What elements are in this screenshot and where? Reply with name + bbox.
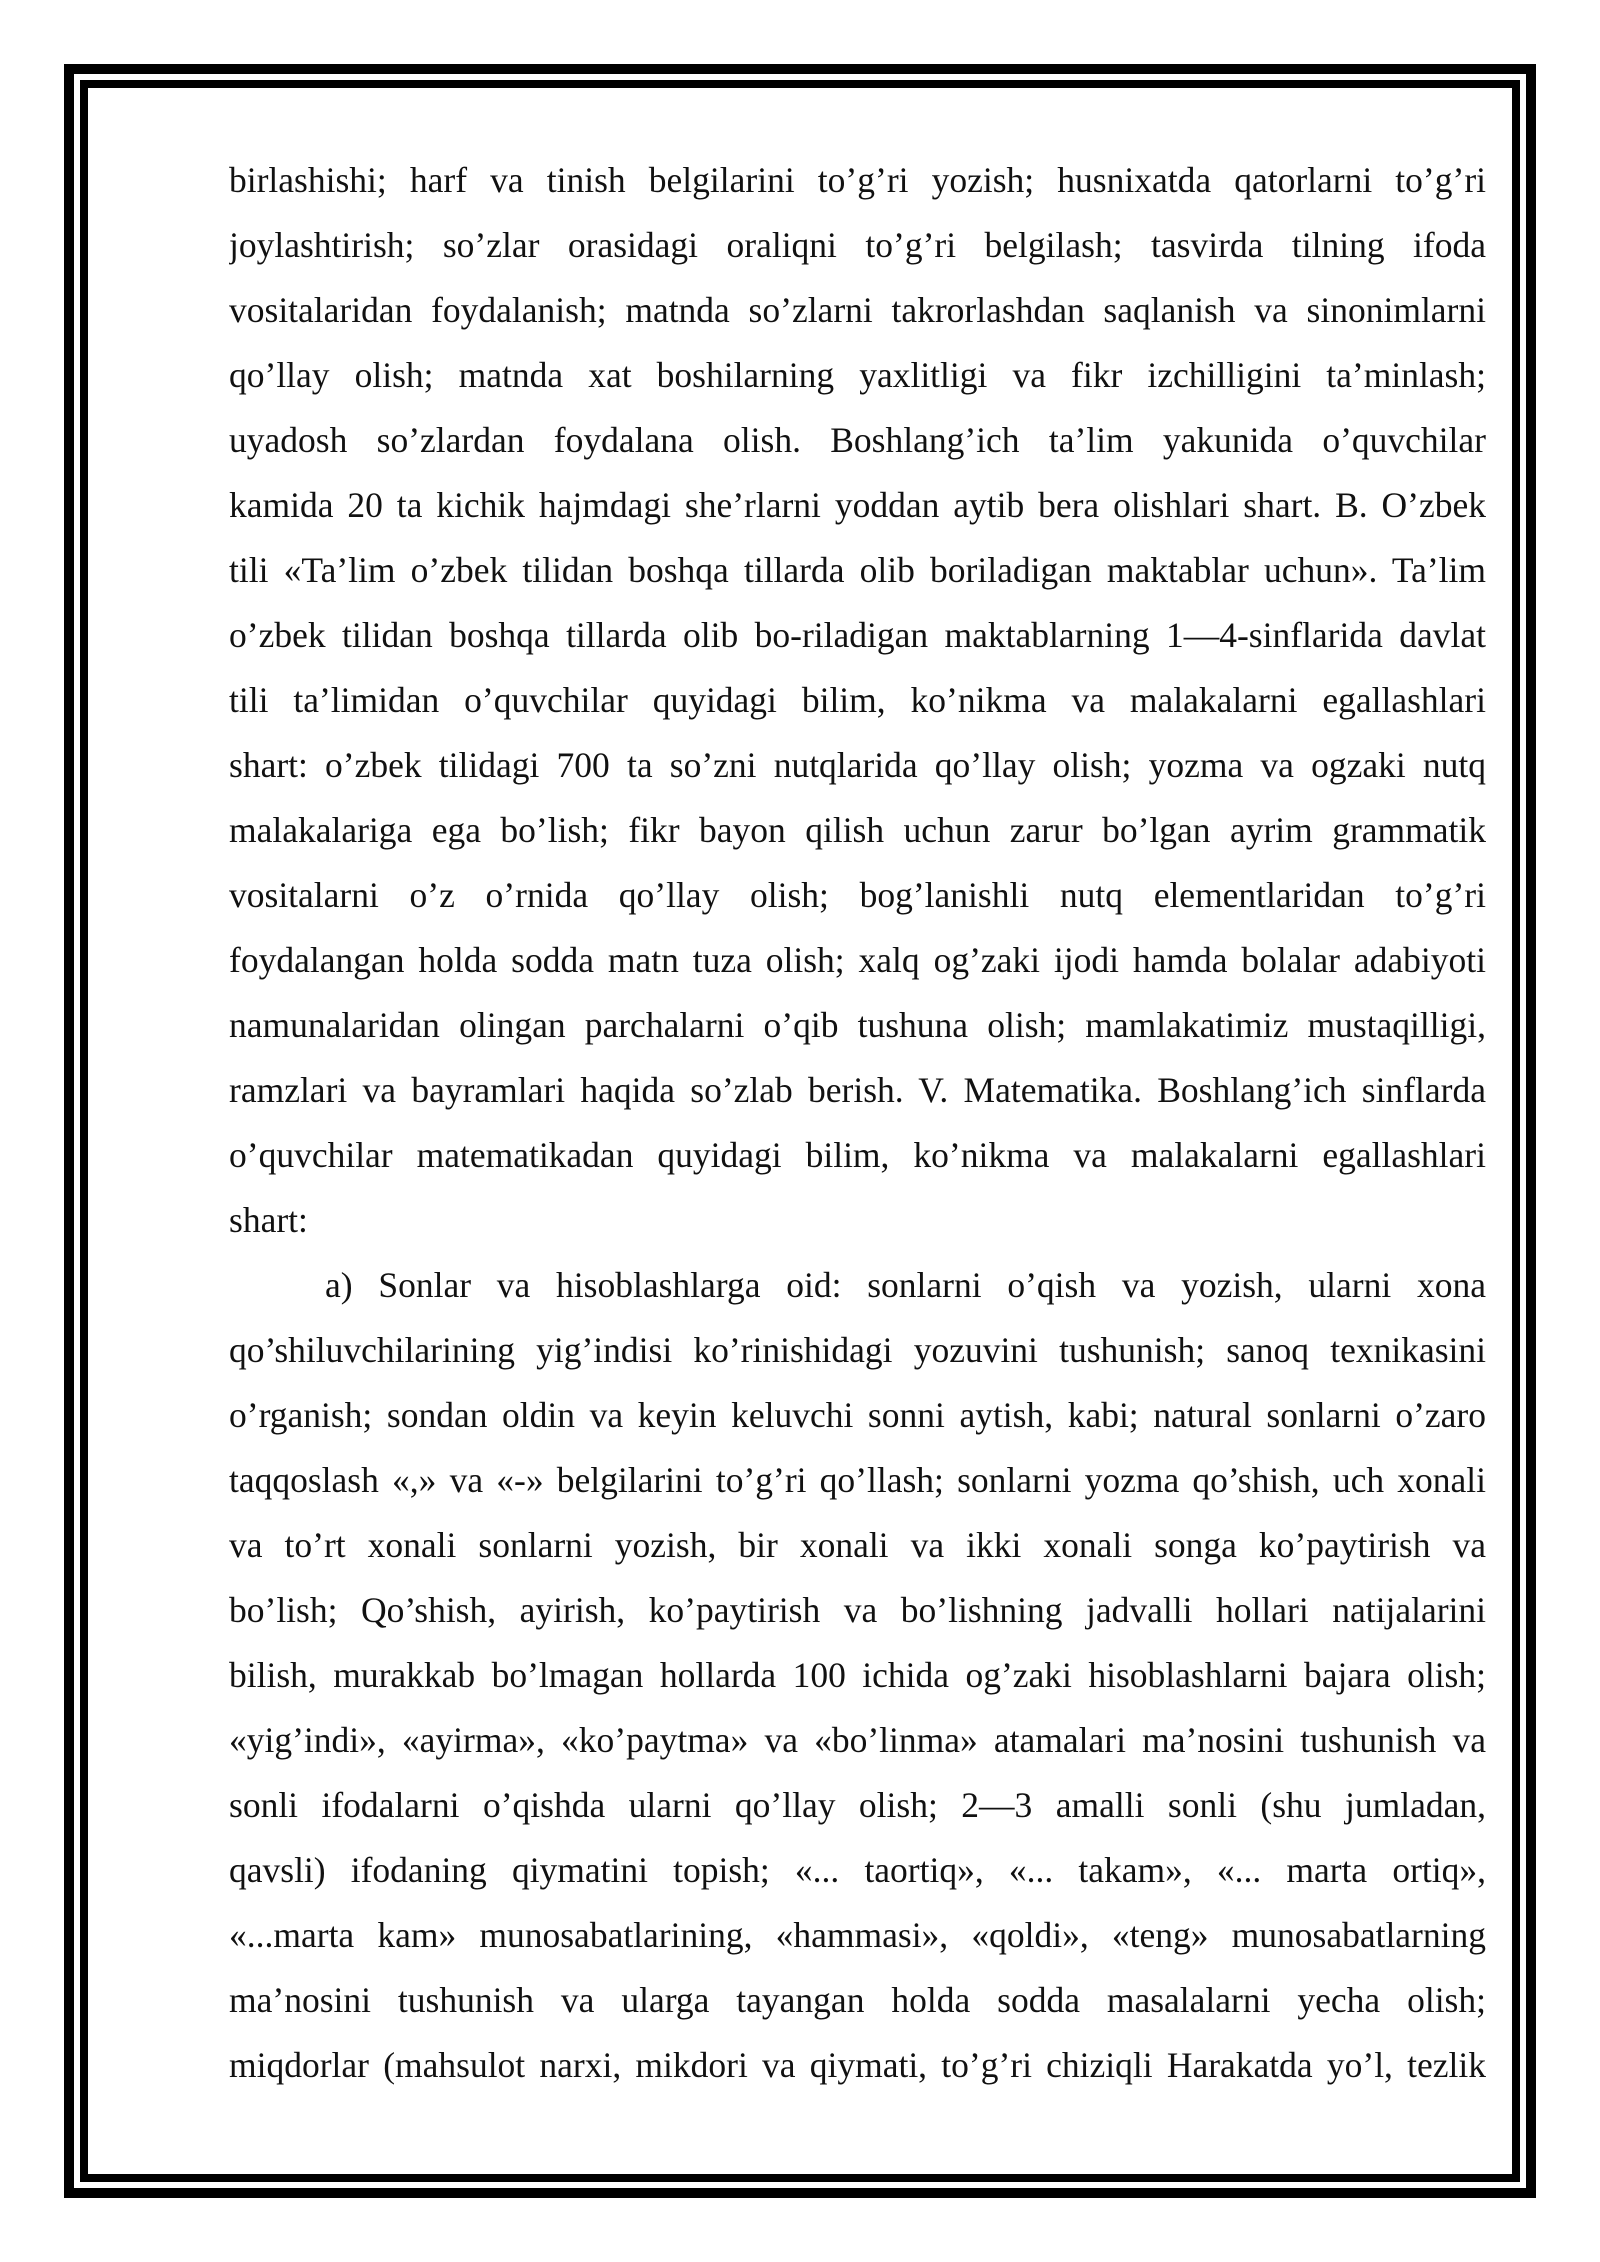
text-line: shart:	[229, 1200, 308, 1240]
text-line: tili «Ta’lim o’zbek tilidan boshqa tillarda olib boriladigan maktablar uchun». Ta’lim	[229, 550, 1486, 590]
text-line: «...marta kam» munosabatlarining, «hammasi», «qoldi», «teng» munosabatlarning	[229, 1915, 1486, 1955]
text-line: taqqoslash «,» va «-» belgilarini to’g’ri qo’llash; sonlarni yozma qo’shish, uch xonali	[229, 1460, 1486, 1500]
text-line: foydalangan holda sodda matn tuza olish; xalq og’zaki ijodi hamda bolalar adabiyoti	[229, 940, 1486, 980]
text-line: malakalariga ega bo’lish; fikr bayon qilish uchun zarur bo’lgan ayrim grammatik	[229, 810, 1486, 850]
text-line: ma’nosini tushunish va ularga tayangan holda sodda masalalarni yecha olish;	[229, 1980, 1486, 2020]
text-line: ramzlari va bayramlari haqida so’zlab berish. V. Matematika. Boshlang’ich sinflarda	[229, 1070, 1486, 1110]
text-line: birlashishi; harf va tinish belgilarini to’g’ri yozish; husnixatda qatorlarni to’g’ri	[229, 160, 1486, 200]
text-line: va to’rt xonali sonlarni yozish, bir xonali va ikki xonali songa ko’paytirish va	[229, 1525, 1486, 1565]
text-line: kamida 20 ta kichik hajmdagi she’rlarni yoddan aytib bera olishlari shart. B. O’zbek	[229, 485, 1486, 525]
text-line: bilish, murakkab bo’lmagan hollarda 100 ichida og’zaki hisoblashlarni bajara olish;	[229, 1655, 1486, 1695]
text-line: joylashtirish; so’zlar orasidagi oraliqni to’g’ri belgilash; tasvirda tilning ifoda	[229, 225, 1486, 265]
text-line: o’rganish; sondan oldin va keyin keluvchi sonni aytish, kabi; natural sonlarni o’zaro	[229, 1395, 1486, 1435]
text-line: qo’llay olish; matnda xat boshilarning yaxlitligi va fikr izchilligini ta’minlash;	[229, 355, 1486, 395]
text-line: o’quvchilar matematikadan quyidagi bilim, ko’nikma va malakalarni egallashlari	[229, 1135, 1486, 1175]
text-line: «yig’indi», «ayirma», «ko’paytma» va «bo’linma» atamalari ma’nosini tushunish va	[229, 1720, 1486, 1760]
text-line-indented: a) Sonlar va hisoblashlarga oid: sonlarni o’qish va yozish, ularni xona	[325, 1265, 1486, 1305]
text-line: vositalaridan foydalanish; matnda so’zlarni takrorlashdan saqlanish va sinonimlarni	[229, 290, 1486, 330]
text-line: bo’lish; Qo’shish, ayirish, ko’paytirish va bo’lishning jadvalli hollari natijalarini	[229, 1590, 1486, 1630]
text-line: o’zbek tilidan boshqa tillarda olib bo-riladigan maktablarning 1—4-sinflarida davlat	[229, 615, 1486, 655]
text-line: qo’shiluvchilarining yig’indisi ko’rinishidagi yozuvini tushunish; sanoq texnikasini	[229, 1330, 1486, 1370]
text-line: vositalarni o’z o’rnida qo’llay olish; bog’lanishli nutq elementlaridan to’g’ri	[229, 875, 1486, 915]
text-line: miqdorlar (mahsulot narxi, mikdori va qiymati, to’g’ri chiziqli Harakatda yo’l, tezlik	[229, 2045, 1486, 2085]
text-line: namunalaridan olingan parchalarni o’qib tushuna olish; mamlakatimiz mustaqilligi,	[229, 1005, 1486, 1045]
text-line: uyadosh so’zlardan foydalana olish. Boshlang’ich ta’lim yakunida o’quvchilar	[229, 420, 1486, 460]
text-line: qavsli) ifodaning qiymatini topish; «... taortiq», «... takam», «... marta ortiq»,	[229, 1850, 1486, 1890]
text-line: tili ta’limidan o’quvchilar quyidagi bilim, ko’nikma va malakalarni egallashlari	[229, 680, 1486, 720]
text-line: sonli ifodalarni o’qishda ularni qo’llay olish; 2—3 amalli sonli (shu jumladan,	[229, 1785, 1486, 1825]
body-text	[229, 148, 1486, 2098]
text-line: shart: o’zbek tilidagi 700 ta so’zni nutqlarida qo’llay olish; yozma va ogzaki nutq	[229, 745, 1486, 785]
